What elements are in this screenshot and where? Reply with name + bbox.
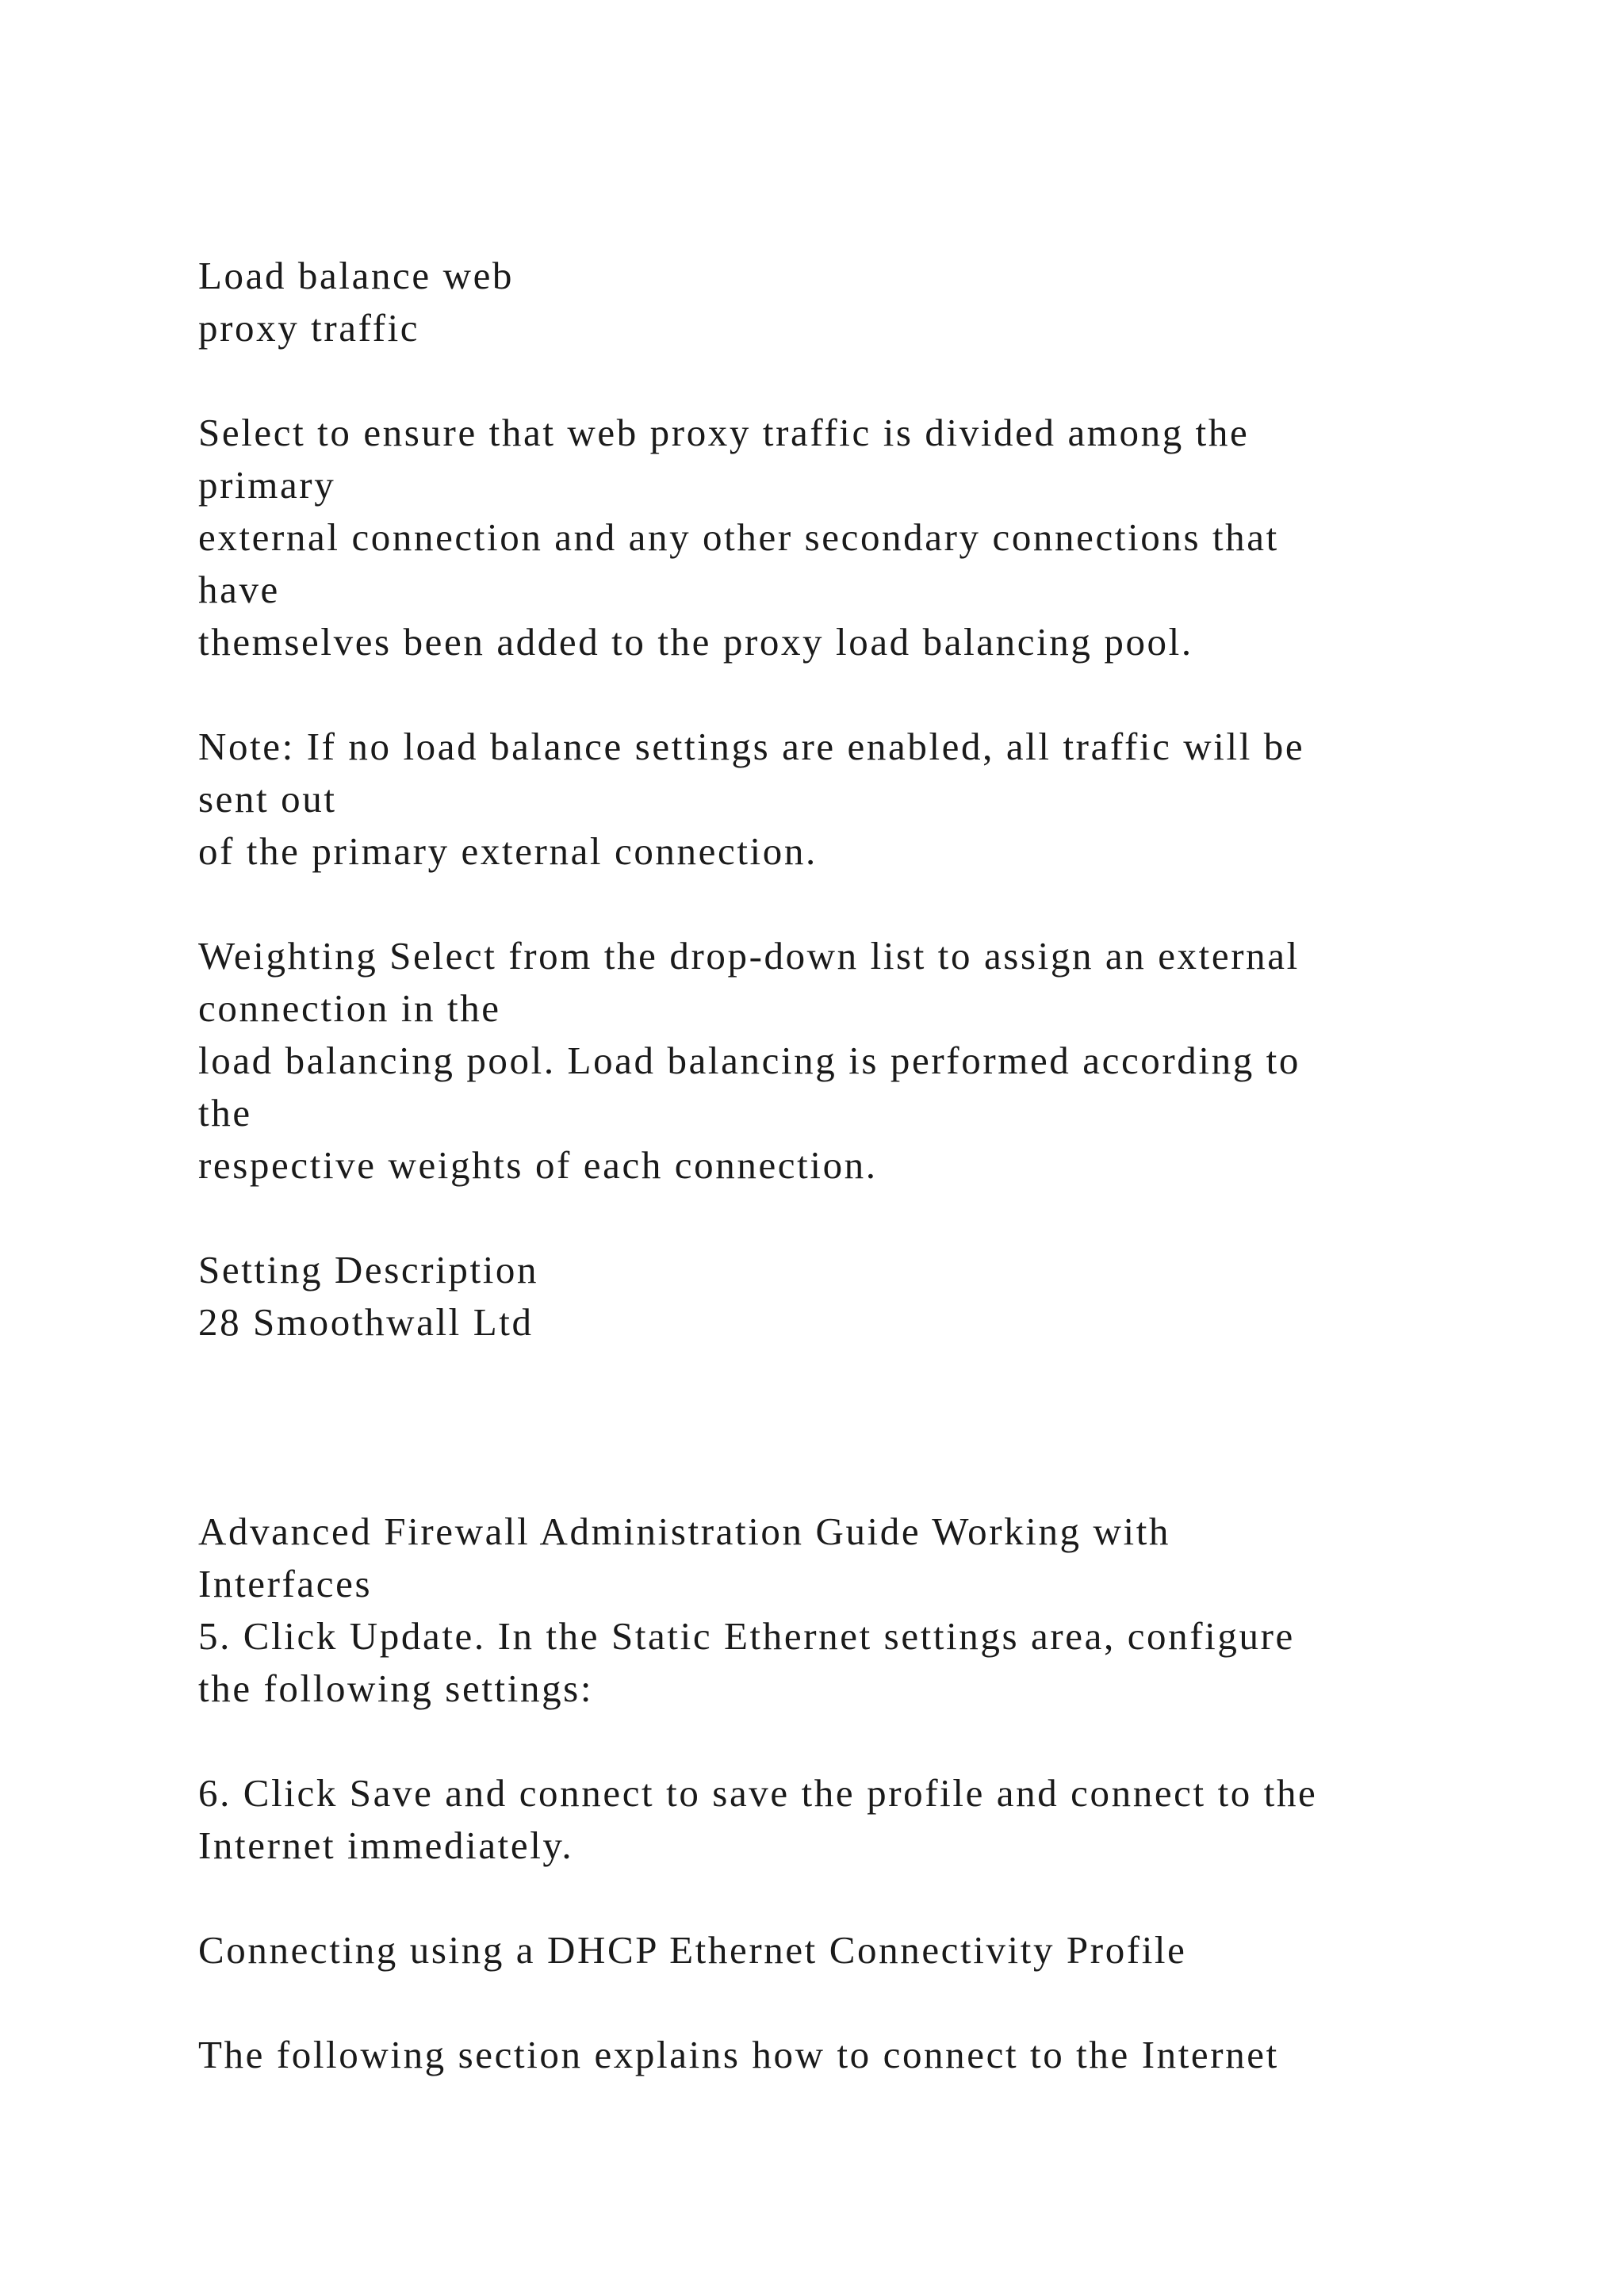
text-line: sent out: [198, 777, 337, 821]
text-line: themselves been added to the proxy load balancing pool.: [198, 620, 1193, 664]
text-line: proxy traffic: [198, 306, 420, 350]
text-line: Weighting Select from the drop-down list to assign an external: [198, 934, 1300, 978]
text-line: Note: If no load balance settings are enabled, all traffic will be: [198, 725, 1305, 768]
text-line: external connection and any other secondary connections that: [198, 515, 1279, 559]
page-footer: 28 Smoothwall Ltd: [198, 1300, 534, 1344]
page-header: Advanced Firewall Administration Guide Working with: [198, 1510, 1171, 1553]
text-line: of the primary external connection.: [198, 829, 818, 873]
text-line: load balancing pool. Load balancing is performed according to: [198, 1039, 1300, 1082]
text-line: connection in the: [198, 986, 501, 1030]
text-line: Select to ensure that web proxy traffic is divided among the: [198, 411, 1250, 454]
text-line: respective weights of each connection.: [198, 1143, 878, 1187]
text-line: The following section explains how to connect to the Internet: [198, 2033, 1279, 2076]
text-line: Setting Description: [198, 1248, 539, 1292]
text-line: the following settings:: [198, 1667, 594, 1710]
text-line: Load balance web: [198, 254, 515, 297]
text-line: the: [198, 1091, 252, 1135]
text-line: Internet immediately.: [198, 1823, 574, 1867]
text-line: 6. Click Save and connect to save the profile and connect to the: [198, 1771, 1318, 1815]
text-line: have: [198, 568, 280, 611]
text-line: 5. Click Update. In the Static Ethernet settings area, configure: [198, 1614, 1295, 1658]
section-heading: Connecting using a DHCP Ethernet Connectivity Profile: [198, 1928, 1187, 1972]
text-line: primary: [198, 463, 336, 507]
page-header: Interfaces: [198, 1562, 373, 1605]
